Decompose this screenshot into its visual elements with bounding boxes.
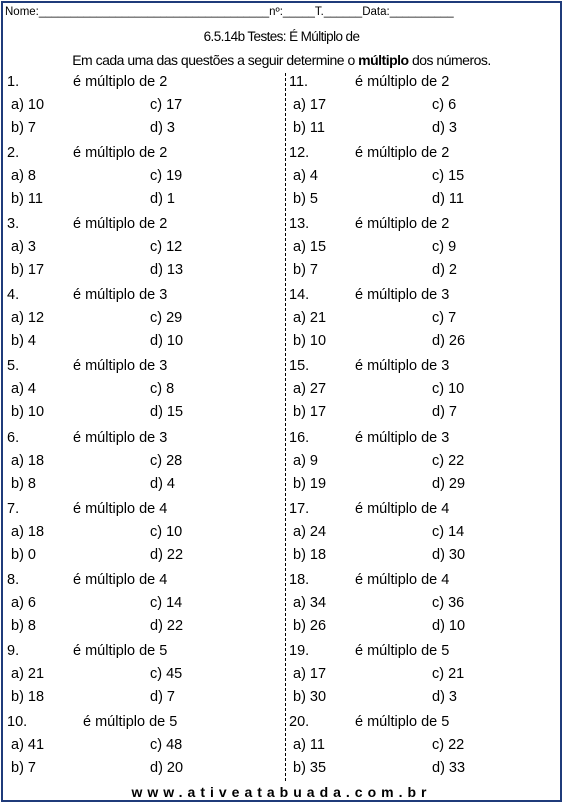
option-d: d) 15: [150, 404, 184, 421]
question-item: [287, 430, 562, 501]
question-item: [287, 145, 562, 216]
option-a: a) 21: [293, 310, 327, 327]
option-a: a) 9: [293, 452, 318, 469]
option-a: a) 27: [293, 381, 327, 398]
question-statement: é múltiplo de 4: [73, 571, 168, 588]
option-d: d) 7: [432, 404, 457, 421]
website-footer: www.ativeatabuada.com.br: [131, 784, 432, 800]
question-number: 11.: [289, 74, 309, 90]
question-item: [5, 287, 280, 358]
question-statement: é múltiplo de 4: [355, 500, 450, 517]
option-b: b) 7: [11, 120, 36, 136]
option-b: b) 0: [11, 546, 36, 563]
question-statement: é múltiplo de 5: [73, 642, 168, 659]
question-number: 2.: [7, 145, 20, 162]
option-d: d) 7: [150, 688, 175, 705]
option-c: c) 48: [150, 736, 183, 753]
option-d: d) 1: [150, 191, 175, 208]
option-c: c) 12: [150, 239, 183, 256]
question-number: 10.: [7, 713, 28, 730]
option-c: c) 45: [150, 665, 183, 682]
student-info-line: Nome:____________________________________nº:_____T.______Data:__________: [5, 6, 454, 18]
option-d: d) 33: [432, 759, 466, 776]
option-b: b) 17: [11, 262, 45, 279]
question-number: 12.: [289, 145, 310, 162]
question-item: [287, 287, 562, 358]
option-a: a) 18: [11, 452, 45, 469]
question-item: [287, 358, 562, 429]
option-b: b) 11: [293, 120, 325, 136]
option-c: c) 8: [150, 381, 175, 398]
question-statement: é múltiplo de 3: [73, 358, 168, 375]
option-a: a) 15: [293, 239, 327, 256]
option-b: b) 7: [11, 759, 36, 776]
option-d: d) 10: [150, 333, 184, 350]
question-item: [5, 572, 280, 643]
question-number: 7.: [7, 500, 20, 517]
question-number: 5.: [7, 358, 20, 375]
question-item: [5, 643, 280, 714]
option-d: d) 26: [432, 333, 466, 350]
option-c: c) 9: [432, 239, 457, 256]
question-number: 9.: [7, 642, 20, 659]
question-number: 16.: [289, 429, 310, 446]
instructions-text-start: Em cada uma das questões a seguir determine o: [72, 52, 359, 68]
question-item: [5, 714, 280, 785]
option-a: a) 4: [11, 381, 36, 398]
option-a: a) 21: [11, 665, 45, 682]
worksheet-page: [1, 1, 562, 802]
option-b: b) 18: [11, 688, 45, 705]
option-a: a) 3: [11, 239, 36, 256]
question-statement: é múltiplo de 3: [73, 429, 168, 446]
question-statement: é múltiplo de 3: [73, 287, 168, 304]
option-b: b) 8: [11, 617, 36, 634]
option-b: b) 19: [293, 475, 327, 492]
question-item: [287, 501, 562, 572]
question-number: 6.: [7, 429, 20, 446]
option-c: c) 10: [432, 381, 465, 398]
question-statement: é múltiplo de 3: [355, 358, 450, 375]
question-statement: é múltiplo de 4: [73, 500, 168, 517]
option-d: d) 2: [432, 262, 457, 279]
instructions-text-end: dos números.: [408, 52, 491, 68]
question-statement: é múltiplo de 2: [355, 74, 450, 90]
option-d: d) 4: [150, 475, 175, 492]
instructions: [3, 52, 560, 68]
option-d: d) 13: [150, 262, 184, 279]
option-d: d) 20: [150, 759, 184, 776]
option-d: d) 3: [432, 688, 457, 705]
option-a: a) 17: [293, 97, 327, 113]
option-b: b) 11: [11, 191, 43, 208]
question-number: 17.: [289, 500, 310, 517]
question-item: [5, 501, 280, 572]
option-b: b) 4: [11, 333, 36, 350]
question-item: [287, 714, 562, 785]
question-item: [5, 145, 280, 216]
option-c: c) 22: [432, 736, 465, 753]
option-a: a) 4: [293, 168, 318, 185]
option-c: c) 19: [150, 168, 183, 185]
option-b: b) 5: [293, 191, 318, 208]
question-item: [5, 216, 280, 287]
question-number: 13.: [289, 216, 310, 233]
option-d: d) 10: [432, 617, 466, 634]
option-a: a) 17: [293, 665, 327, 682]
option-c: c) 21: [432, 665, 465, 682]
option-c: c) 17: [150, 97, 183, 113]
question-statement: é múltiplo de 2: [73, 145, 168, 162]
question-number: 14.: [289, 287, 310, 304]
option-a: a) 8: [11, 168, 36, 185]
option-c: c) 14: [432, 523, 465, 540]
option-d: d) 29: [432, 475, 466, 492]
question-item: [287, 643, 562, 714]
question-item: [5, 358, 280, 429]
option-b: b) 26: [293, 617, 327, 634]
question-number: 19.: [289, 642, 310, 659]
option-c: c) 15: [432, 168, 465, 185]
option-c: c) 29: [150, 310, 183, 327]
option-c: c) 10: [150, 523, 183, 540]
question-statement: é múltiplo de 2: [355, 216, 450, 233]
option-d: d) 3: [432, 120, 457, 136]
option-c: c) 14: [150, 594, 183, 611]
question-number: 3.: [7, 216, 20, 233]
option-c: c) 28: [150, 452, 183, 469]
option-b: b) 18: [293, 546, 327, 563]
column-divider: [285, 73, 286, 781]
option-c: c) 7: [432, 310, 457, 327]
question-statement: é múltiplo de 5: [355, 713, 450, 730]
option-a: a) 18: [11, 523, 45, 540]
question-item: [287, 572, 562, 643]
option-b: b) 7: [293, 262, 318, 279]
option-a: a) 24: [293, 523, 327, 540]
question-statement: é múltiplo de 3: [355, 429, 450, 446]
question-item: [287, 74, 562, 145]
question-item: [5, 74, 280, 145]
question-number: 15.: [289, 358, 310, 375]
option-b: b) 8: [11, 475, 36, 492]
question-statement: é múltiplo de 3: [355, 287, 450, 304]
question-number: 1.: [7, 74, 20, 90]
question-item: [5, 430, 280, 501]
option-d: d) 30: [432, 546, 466, 563]
option-a: a) 6: [11, 594, 36, 611]
option-d: d) 22: [150, 546, 184, 563]
instructions-bold-word: múltiplo: [358, 52, 409, 68]
option-a: a) 10: [11, 97, 45, 113]
question-statement: é múltiplo de 2: [73, 74, 168, 90]
question-statement: é múltiplo de 2: [73, 216, 168, 233]
option-d: d) 11: [432, 191, 464, 208]
question-number: 8.: [7, 571, 20, 588]
option-a: a) 11: [293, 736, 325, 753]
option-a: a) 12: [11, 310, 45, 327]
question-number: 20.: [289, 713, 310, 730]
question-statement: é múltiplo de 5: [83, 713, 178, 730]
option-a: a) 34: [293, 594, 327, 611]
option-c: c) 22: [432, 452, 465, 469]
option-b: b) 10: [293, 333, 327, 350]
question-number: 18.: [289, 571, 310, 588]
option-b: b) 30: [293, 688, 327, 705]
option-d: d) 22: [150, 617, 184, 634]
question-statement: é múltiplo de 5: [355, 642, 450, 659]
question-number: 4.: [7, 287, 20, 304]
option-b: b) 10: [11, 404, 45, 421]
option-c: c) 6: [432, 97, 457, 113]
worksheet-title: 6.5.14b Testes: É Múltiplo de: [203, 29, 360, 44]
option-d: d) 3: [150, 120, 175, 136]
question-statement: é múltiplo de 2: [355, 145, 450, 162]
question-item: [287, 216, 562, 287]
option-a: a) 41: [11, 736, 45, 753]
option-b: b) 35: [293, 759, 327, 776]
option-c: c) 36: [432, 594, 465, 611]
question-statement: é múltiplo de 4: [355, 571, 450, 588]
option-b: b) 17: [293, 404, 327, 421]
